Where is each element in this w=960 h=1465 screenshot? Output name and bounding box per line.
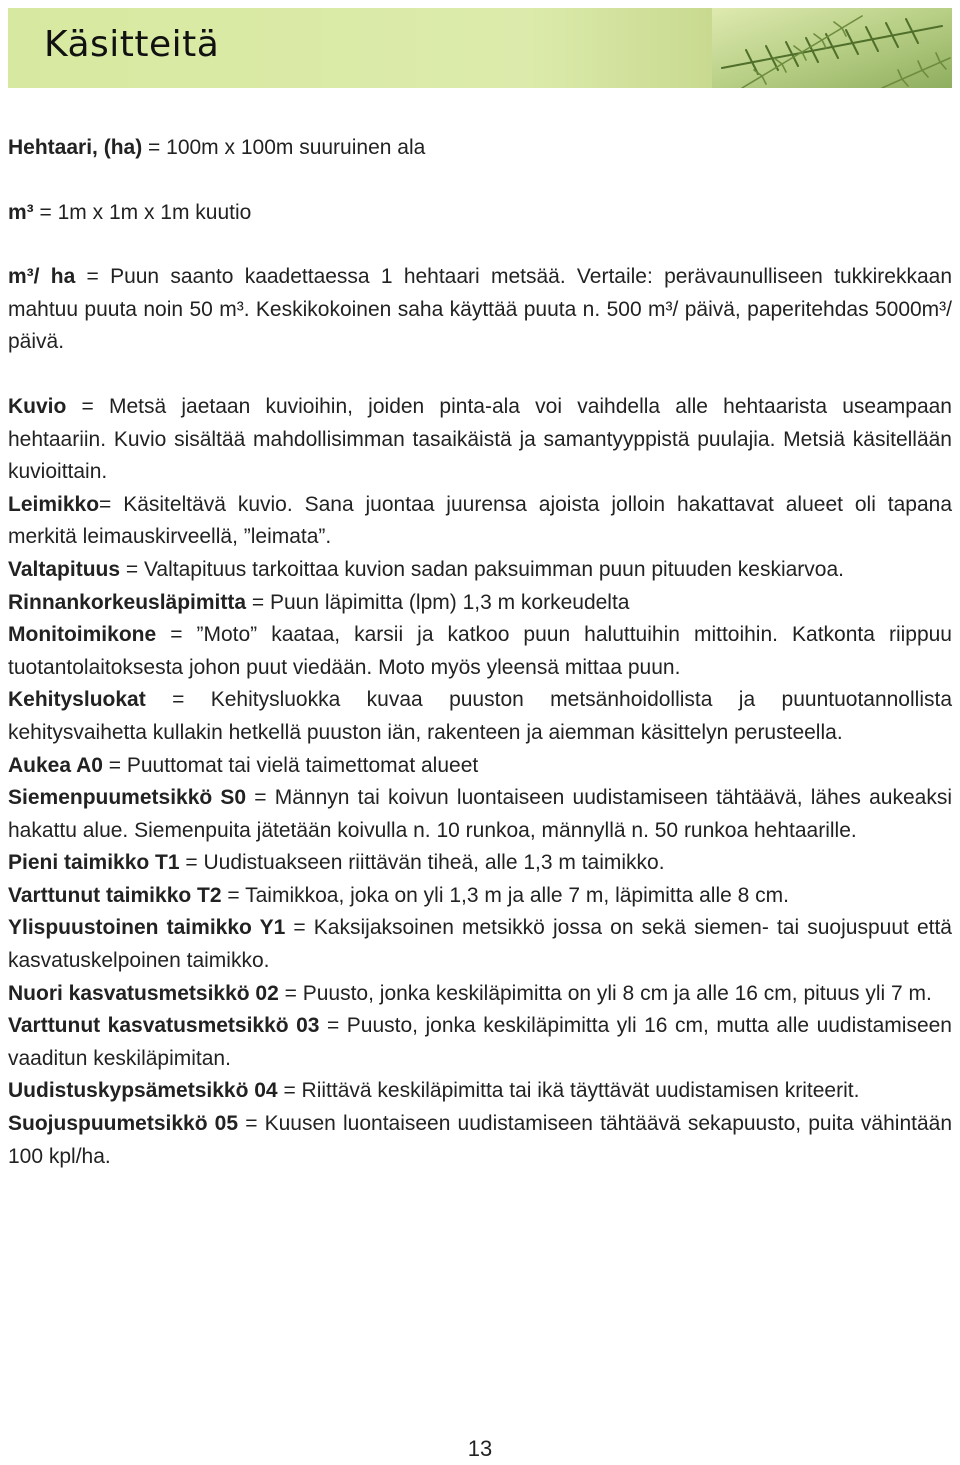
definition-text: = Puusto, jonka keskiläpimitta on yli 8 cm ja alle 16 cm, pituus yli 7 m. — [278, 981, 932, 1005]
definition-term: Varttunut taimikko T2 — [8, 883, 222, 907]
definition-text: = Kuusen luontaiseen uudistamiseen tähtäävä sekapuusto, puita vähintään 100 kpl/ha. — [8, 1112, 952, 1168]
definition-term: Pieni taimikko T1 — [8, 851, 180, 875]
definition-text: = Puun läpimitta (lpm) 1,3 m korkeudelta — [246, 590, 630, 614]
definition-term: Aukea A0 — [8, 753, 103, 777]
definition-aukea-a0 — [8, 750, 952, 783]
definition-kuvio — [8, 391, 952, 489]
definition-kehitysluokat — [8, 684, 952, 749]
definition-term: Suojuspuumetsikkö 05 — [8, 1112, 239, 1136]
definition-text: = Männyn tai koivun luontaiseen uudistamiseen tähtäävä, lähes aukeaksi hakattu alue. Siemenpuita jätetään koivulla n. 10 runkoa, männyllä n. 50 runkoa hehtaarille. — [8, 786, 952, 842]
definition-term: Monitoimikone — [8, 623, 157, 647]
definition-text: = Metsä jaetaan kuvioihin, joiden pinta-ala voi vaihdella alle hehtaarista useampaan hehtaariin. Kuvio sisältää mahdollisimman tasaikäistä ja samantyyppistä puulajia. Metsiä käsitellään kuvioittain. — [8, 394, 952, 484]
definition-term: Kehitysluokat — [8, 688, 146, 712]
definition-text: = Uudistuakseen riittävän tiheä, alle 1,3 m taimikko. — [179, 851, 665, 875]
definition-term: Rinnankorkeusläpimitta — [8, 590, 247, 614]
definition-term: Siemenpuumetsikkö S0 — [8, 786, 247, 810]
definition-rinnankorkeuslapimitta — [8, 587, 952, 620]
definition-nuori-kasvatusmetsikko-02 — [8, 978, 952, 1011]
definition-siemenpuumetsikko-s0 — [8, 782, 952, 847]
page-number: 13 — [467, 1436, 493, 1461]
definition-text: = Valtapituus tarkoittaa kuvion sadan paksuimman puun pituuden keskiarvoa. — [120, 557, 844, 581]
definition-m3-per-ha — [8, 261, 952, 359]
definition-term: m³/ ha — [8, 265, 76, 289]
definition-uudistuskypsametsikko-04 — [8, 1075, 952, 1108]
definition-term: Leimikko — [8, 492, 100, 516]
spruce-branch-image — [712, 8, 952, 88]
definition-varttunut-kasvatusmetsikko-03 — [8, 1010, 952, 1075]
definition-term: m³ — [8, 200, 34, 224]
definition-text: = Käsiteltävä kuvio. Sana juontaa juurensa ajoista jolloin hakattavat alueet oli tapana merkitä leimauskirveellä, ”leimata”. — [8, 492, 952, 549]
definition-term: Nuori kasvatusmetsikkö 02 — [8, 981, 279, 1005]
definition-term: Ylispuustoinen taimikko Y1 — [8, 916, 286, 940]
header-banner — [8, 8, 952, 88]
definition-text: = Puun saanto kaadettaessa 1 hehtaari metsää. Vertaile: perävaunulliseen tukkirekkaan mahtuu puuta noin 50 m³. Keskikokoinen saha käyttää puuta n. 500 m³/ päivä, paperitehdas 5000m³/ päivä. — [8, 265, 953, 354]
definition-text: = Kehitysluokka kuvaa puuston metsänhoidollista ja puuntuotannollista kehitysvaihetta kullakin hetkellä puuston iän, rakenteen ja aiemman käsittelyn perusteella. — [8, 688, 952, 744]
definition-hehtaari — [8, 132, 952, 165]
definition-valtapituus — [8, 554, 952, 587]
definition-ylispuustoinen-taimikko-y1 — [8, 912, 952, 977]
definition-pieni-taimikko-t1 — [8, 847, 952, 880]
definition-text: = ”Moto” kaataa, karsii ja katkoo puun haluttuihin mittoihin. Katkonta riippuu tuotantolaitoksesta johon puut viedään. Moto myös yleensä mittaa puun. — [8, 623, 952, 679]
definition-m3 — [8, 197, 952, 230]
definition-term: Kuvio — [8, 394, 67, 418]
definition-text: = Puuttomat tai vielä taimettomat alueet — [102, 753, 479, 777]
definition-monitoimikone — [8, 619, 952, 684]
definition-term: Uudistuskypsämetsikkö 04 — [8, 1079, 278, 1103]
definition-text: = 100m x 100m suuruinen ala — [142, 136, 426, 159]
definition-leimikko — [8, 489, 952, 554]
definition-term: Hehtaari, (ha) — [8, 136, 143, 159]
definition-text: = Riittävä keskiläpimitta tai ikä täyttävät uudistamisen kriteerit. — [277, 1079, 860, 1103]
definition-text: = 1m x 1m x 1m kuutio — [33, 200, 252, 224]
definition-term: Valtapituus — [8, 557, 121, 581]
definition-text: = Kaksijaksoinen metsikkö jossa on sekä siemen- tai suojuspuut että kasvatuskelpoinen taimikko. — [8, 916, 952, 973]
definition-suojuspuumetsikko-05 — [8, 1108, 952, 1173]
definitions-body — [8, 132, 952, 1173]
definition-term: Varttunut kasvatusmetsikkö 03 — [8, 1014, 320, 1038]
definition-text: = Taimikkoa, joka on yli 1,3 m ja alle 7 m, läpimitta alle 8 cm. — [221, 883, 789, 907]
definition-varttunut-taimikko-t2 — [8, 880, 952, 913]
definition-text: = Puusto, jonka keskiläpimitta yli 16 cm, mutta alle uudistamiseen vaaditun keskiläpimitan. — [8, 1014, 952, 1070]
page-title: Käsitteitä — [44, 24, 220, 65]
